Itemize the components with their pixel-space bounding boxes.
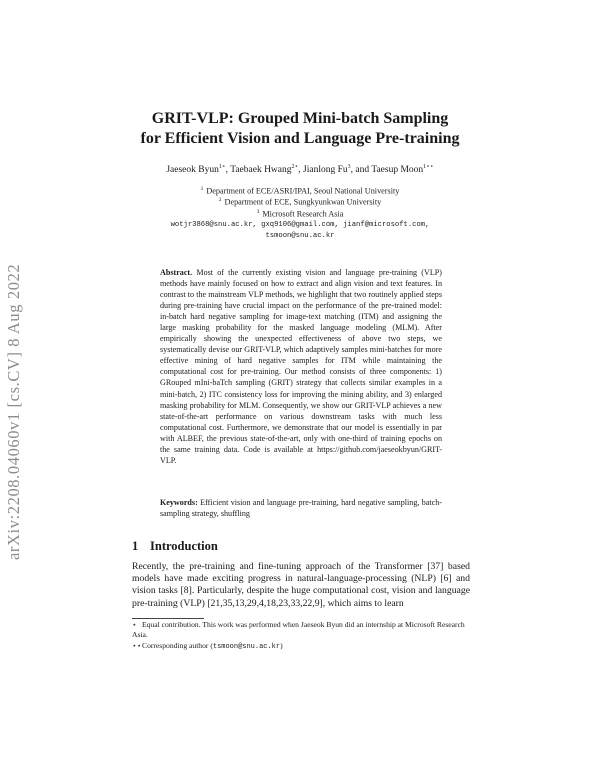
- affiliation: [150, 207, 450, 220]
- abstract-block: [160, 267, 442, 466]
- author-name: Jianlong Fu: [303, 165, 348, 176]
- abstract-label: Abstract.: [160, 268, 193, 277]
- footnote: [132, 641, 470, 652]
- paper-title-line-2: for Efficient Vision and Language Pre-training: [140, 130, 460, 147]
- introduction-paragraph: Recently, the pre-training and fine-tuning approach of the Transformer [37] based models have made exciting progress in natural-language-processing (NLP) [6] and vision tasks [8]. Particularly, despite the huge computational cost, vision and language pre-training (VLP) [21,35,13,29,4,18,23,33,22,9], which aims to learn: [132, 561, 470, 609]
- paper-title-line-1: GRIT-VLP: Grouped Mini-batch Sampling: [151, 110, 449, 127]
- author-list: [110, 163, 490, 175]
- footnote-mark: ⋆: [132, 620, 137, 629]
- footnote-text: ): [280, 640, 283, 650]
- section-heading: [132, 539, 218, 554]
- affiliation-mark: 3: [256, 209, 260, 215]
- footnote-text: Corresponding author (: [142, 640, 213, 650]
- author-emails-line-2: tsmoon@snu.ac.kr: [265, 232, 335, 240]
- arxiv-identifier-stamp: arXiv:2208.04060v1 [cs.CV] 8 Aug 2022: [4, 263, 23, 560]
- author-separator: ,: [225, 165, 231, 176]
- footnote-divider: [132, 618, 204, 619]
- author-affil-mark: 1⋆⋆: [423, 164, 434, 170]
- author-affil-mark: 2⋆: [291, 164, 299, 170]
- author-name: Jaeseok Byun: [166, 165, 219, 176]
- author-emails-line-1: wotjr3868@snu.ac.kr, gxq9106@gmail.com, jianf@microsoft.com,: [170, 221, 430, 229]
- author-separator: ,: [298, 165, 304, 176]
- affiliation-text: Department of ECE, Sungkyunkwan University: [224, 197, 382, 207]
- footnote-text: Equal contribution. This work was performed when Jaeseok Byun did an internship at Microsoft Research Asia.: [132, 620, 465, 640]
- abstract-text: Most of the currently existing vision and language pre-training (VLP) methods have mainly focused on how to extract and align vision and text features. In contrast to the mainstream VLP methods, we highlight that two routinely applied steps during pre-training have crucial impact on the performance of the pre-trained model: in-batch hard negative sampling for image-text matching (ITM) and assigning the large masking probability for the masked language modeling (MLM). After empirically showing the unexpected effectiveness of above two steps, we systematically devise our GRIT-VLP, which adaptively samples mini-batches for more effective mining of hard negative samples for ITM while maintaining the computational cost for pre-training. Our method consists of three components: 1) GRouped mIni-baTch sampling (GRIT) strategy that collects similar examples in a mini-batch, 2) ITC consistency loss for improving the mining ability, and 3) enlarged masking probability for MLM. Consequently, we show our GRIT-VLP achieves a new state-of-the-art performance on various downstream tasks with much less computational cost. Furthermore, we demonstrate that our model is essentially in par with ALBEF, the previous state-of-the-art, only with one-third of training epochs on the same training data. Code is available at https://github.com/jaeseokbyun/GRIT-VLP.: [160, 268, 442, 465]
- section-number: 1: [132, 539, 139, 553]
- keywords-label: Keywords:: [160, 498, 198, 507]
- author-affil-mark: 3: [347, 164, 351, 170]
- footnotes: [132, 620, 470, 652]
- footnote: [132, 620, 470, 641]
- author-separator: , and: [350, 165, 372, 176]
- affiliation-text: Microsoft Research Asia: [262, 209, 344, 219]
- author-affil-mark: 1⋆: [218, 164, 226, 170]
- affiliation: [150, 195, 450, 208]
- keywords-block: [160, 497, 442, 519]
- section-title: Introduction: [150, 539, 218, 553]
- footnote-email: tsmoon@snu.ac.kr: [212, 642, 281, 651]
- affiliation-mark: 1: [200, 186, 204, 192]
- author-name: Taesup Moon: [371, 165, 424, 176]
- affiliation-text: Department of ECE/ASRI/IPAI, Seoul National University: [206, 186, 400, 196]
- keywords-text: Efficient vision and language pre-training, hard negative sampling, batch-sampling strategy, shuffling: [160, 498, 442, 519]
- footnote-mark: ⋆⋆: [132, 640, 142, 650]
- author-name: Taebaek Hwang: [230, 165, 292, 176]
- affiliation-mark: 2: [218, 197, 222, 203]
